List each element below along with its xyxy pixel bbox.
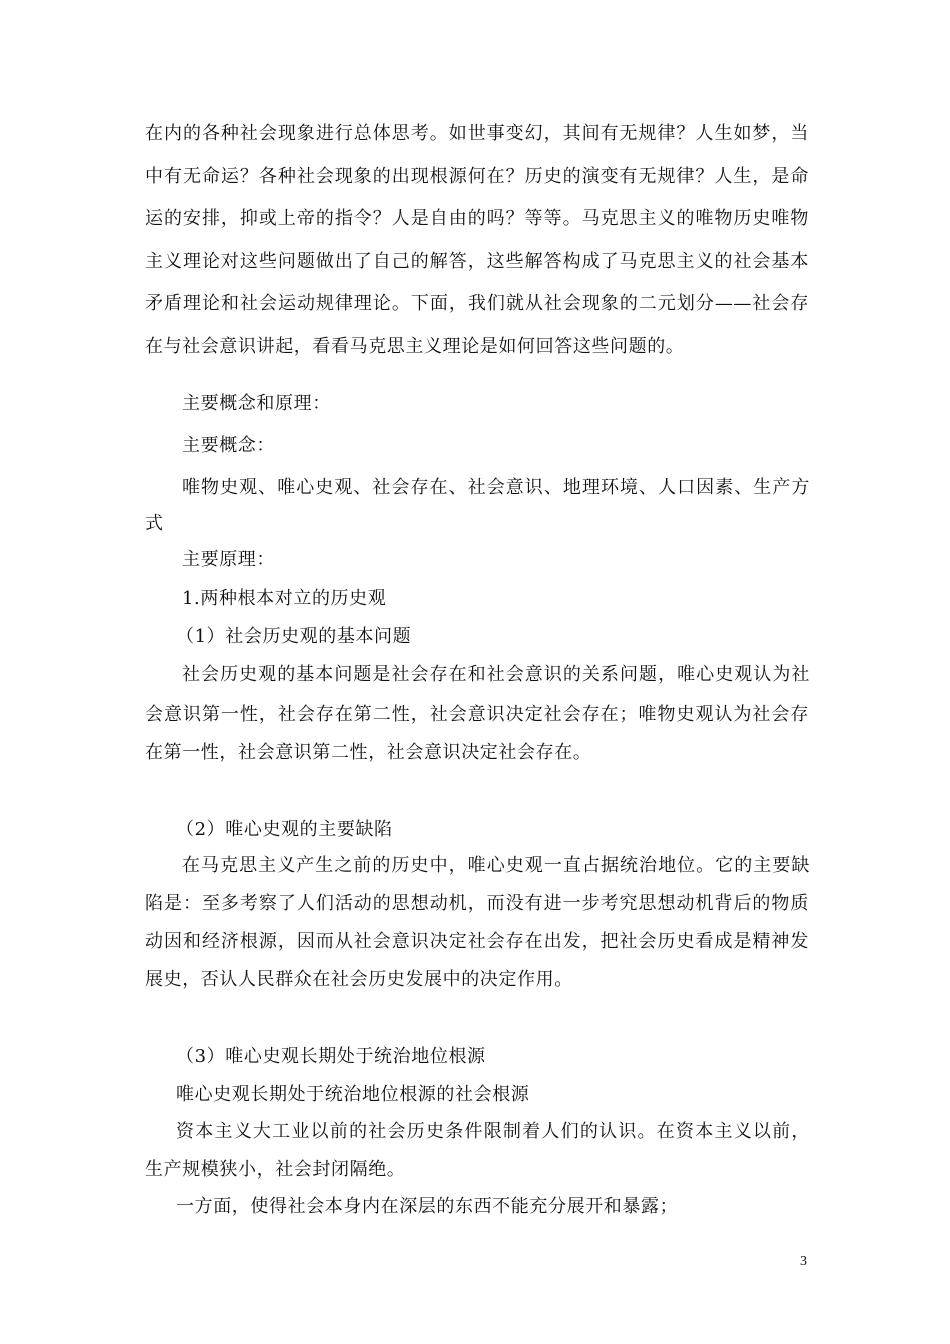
- sub2-line-2: 陷是：至多考察了人们活动的思想动机，而没有进一步考究思想动机背后的物质: [145, 893, 809, 914]
- intro-line-5: 矛盾理论和社会运动规律理论。下面，我们就从社会现象的二元划分——社会存: [145, 293, 809, 314]
- concepts-line-2: 式: [145, 513, 164, 534]
- principles-heading: 主要原理：: [182, 549, 275, 570]
- intro-line-4: 主义理论对这些问题做出了自己的解答，这些解答构成了马克思主义的社会基本: [145, 251, 809, 272]
- sub1-heading: （1）社会历史观的基本问题: [176, 626, 412, 647]
- intro-line-6: 在与社会意识讲起，看看马克思主义理论是如何回答这些问题的。: [145, 336, 685, 357]
- sub1-line-1: 社会历史观的基本问题是社会存在和社会意识的关系问题，唯心史观认为社: [182, 664, 810, 685]
- sub2-line-1: 在马克思主义产生之前的历史中，唯心史观一直占据统治地位。它的主要缺: [182, 855, 810, 876]
- page-number: 3: [800, 1254, 807, 1269]
- section1-heading: 1.两种根本对立的历史观: [182, 588, 387, 609]
- concepts-line-1: 唯物史观、唯心史观、社会存在、社会意识、地理环境、人口因素、生产方: [182, 477, 810, 498]
- sub3-heading: （3）唯心史观长期处于统治地位根源: [176, 1046, 486, 1067]
- sub1-line-2: 会意识第一性，社会存在第二性，社会意识决定社会存在；唯物史观认为社会存: [145, 704, 809, 725]
- sub1-line-3: 在第一性，社会意识第二性，社会意识决定社会存在。: [145, 742, 592, 763]
- main-heading: 主要概念和原理：: [182, 393, 331, 414]
- intro-line-1: 在内的各种社会现象进行总体思考。如世事变幻，其间有无规律？人生如梦，当: [145, 123, 809, 144]
- sub3-line-2: 生产规模狭小，社会封闭隔绝。: [145, 1159, 406, 1180]
- concepts-heading: 主要概念：: [182, 435, 275, 456]
- intro-line-3: 运的安排，抑或上帝的指令？人是自由的吗？等等。马克思主义的唯物历史唯物: [145, 208, 809, 229]
- sub3-subheading: 唯心史观长期处于统治地位根源的社会根源: [176, 1084, 530, 1105]
- sub3-last-line: 一方面，使得社会本身内在深层的东西不能充分展开和暴露；: [176, 1196, 679, 1217]
- sub2-heading: （2）唯心史观的主要缺陷: [176, 819, 393, 840]
- intro-line-2: 中有无命运？各种社会现象的出现根源何在？历史的演变有无规律？人生，是命: [145, 166, 809, 187]
- sub2-line-3: 动因和经济根源，因而从社会意识决定社会存在出发，把社会历史看成是精神发: [145, 931, 809, 952]
- sub3-line-1: 资本主义大工业以前的社会历史条件限制着人们的认识。在资本主义以前，: [176, 1121, 810, 1142]
- sub2-line-4: 展史，否认人民群众在社会历史发展中的决定作用。: [145, 969, 573, 990]
